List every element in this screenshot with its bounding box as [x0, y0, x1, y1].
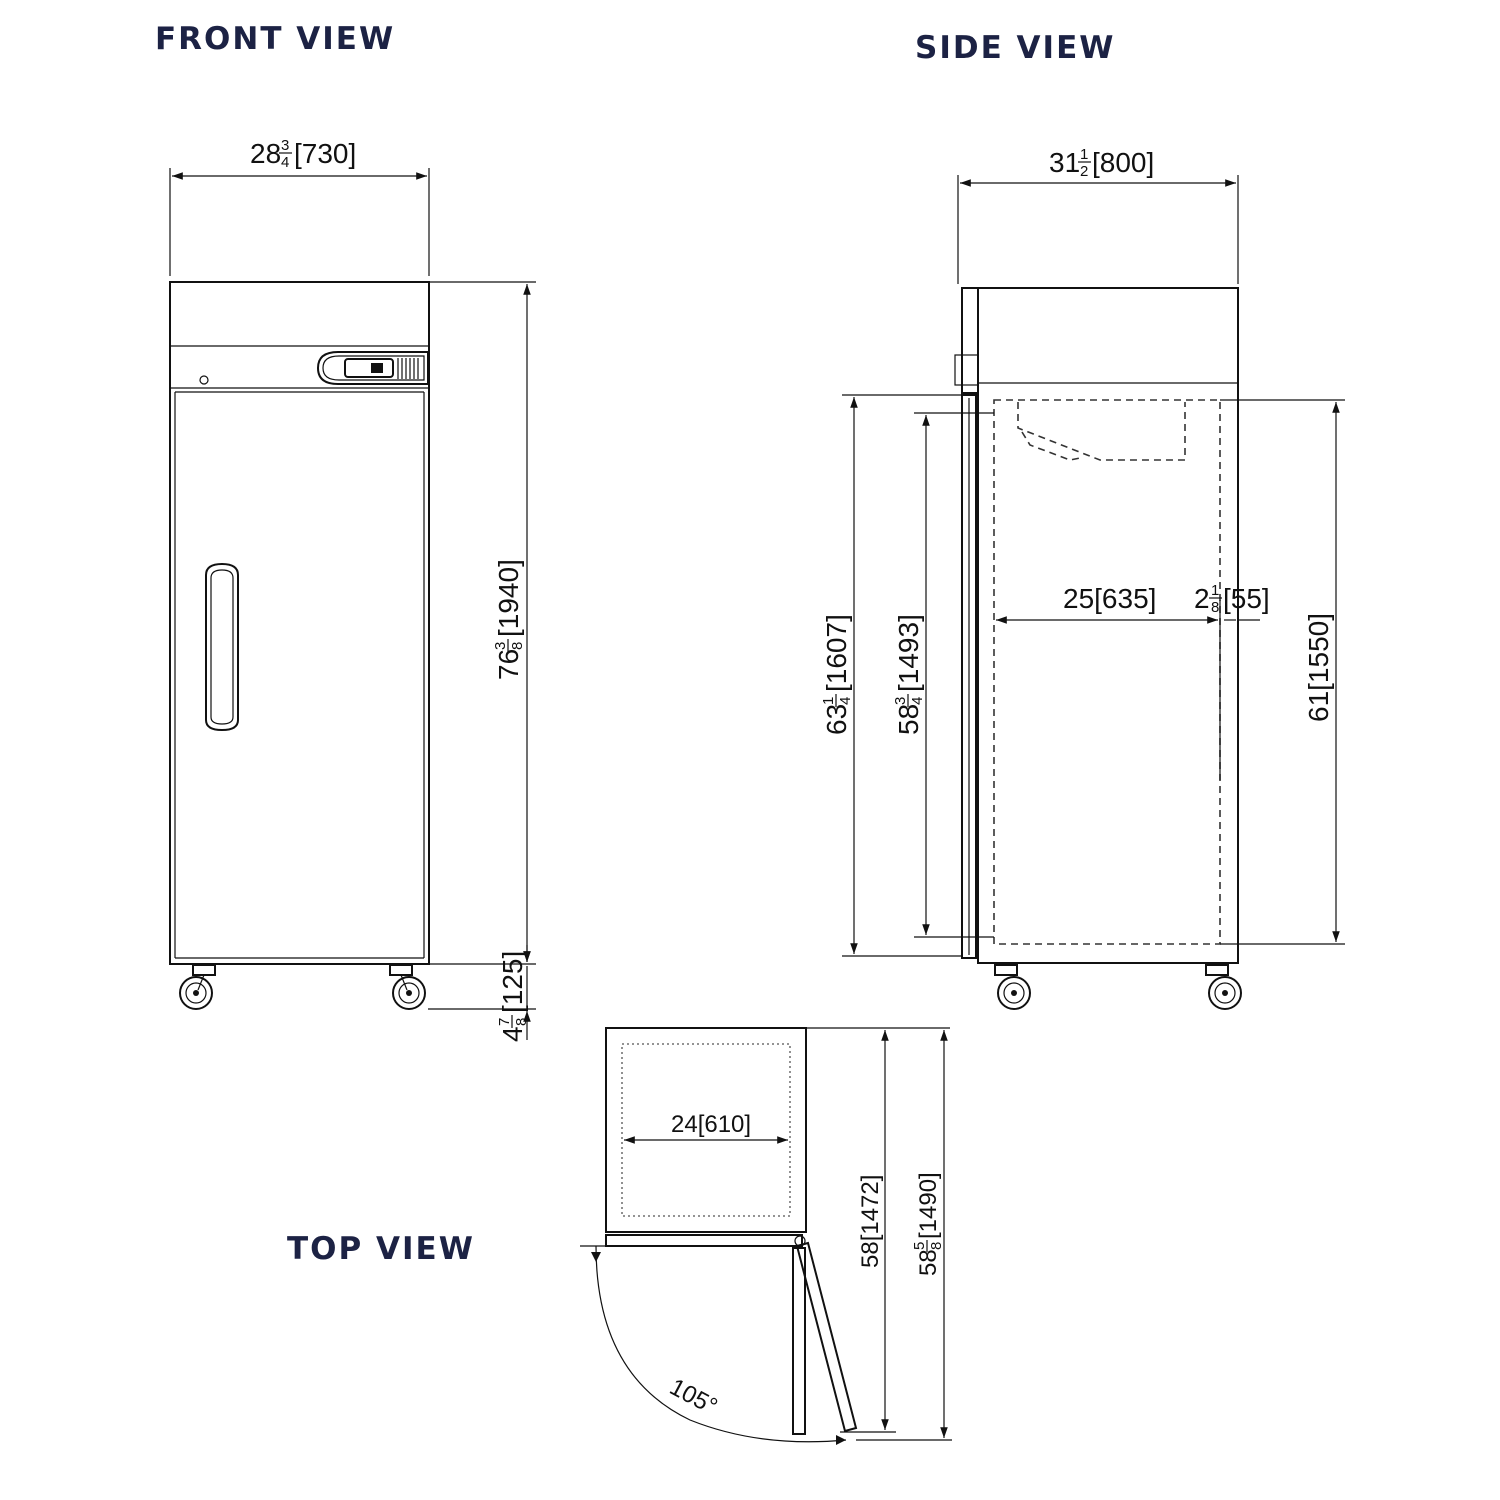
opening-height-label: [892, 614, 926, 735]
svg-text:[1493]: [1493]: [893, 614, 924, 692]
svg-text:7: 7: [496, 1017, 513, 1026]
svg-text:[55]: [55]: [1223, 583, 1270, 614]
side-controller-profile: [962, 288, 978, 393]
svg-text:3: 3: [281, 137, 290, 154]
svg-text:8: 8: [928, 1241, 945, 1250]
svg-text:76: 76: [493, 648, 524, 680]
svg-text:8: 8: [1211, 599, 1220, 616]
controller-screen: [371, 363, 383, 373]
front-caster-left: [180, 965, 215, 1009]
door-swing-arc: [596, 1246, 846, 1442]
side-cabinet-body: [978, 288, 1238, 963]
door-angle-label: 105°: [665, 1373, 722, 1421]
svg-text:1: 1: [1211, 582, 1220, 599]
svg-text:58[1472]: 58[1472]: [857, 1174, 884, 1268]
side-caster-right: [1206, 965, 1241, 1009]
side-controller-knob: [955, 355, 978, 385]
caster-height-label: [496, 951, 530, 1042]
front-caster-right: [390, 965, 425, 1009]
top-interior-width-label: 24[610]: [671, 1111, 752, 1138]
svg-text:[1607]: [1607]: [821, 614, 852, 692]
svg-text:61[1550]: 61[1550]: [1303, 613, 1334, 722]
svg-text:58: 58: [893, 703, 924, 735]
svg-text:2: 2: [1194, 583, 1210, 614]
svg-text:4: 4: [497, 1026, 528, 1042]
front-height-label: [492, 559, 526, 680]
wall-gap-label: [1194, 582, 1270, 616]
svg-text:31: 31: [1049, 147, 1081, 178]
evaporator-outline: [1018, 402, 1185, 460]
side-depth-label: [1049, 146, 1154, 180]
svg-text:3: 3: [892, 696, 909, 705]
svg-text:4: 4: [281, 154, 290, 171]
svg-text:58: 58: [915, 1249, 942, 1276]
side-view-title: SIDE VIEW: [915, 30, 1116, 66]
svg-text:3: 3: [492, 641, 509, 650]
controller-display: [345, 359, 393, 377]
interior-height-label: [1303, 613, 1334, 722]
side-interior-outline: [994, 400, 1220, 944]
svg-text:[1940]: [1940]: [493, 559, 524, 637]
svg-text:4: 4: [837, 696, 854, 705]
top-door-90deg: [793, 1248, 805, 1434]
svg-text:2: 2: [1080, 163, 1089, 180]
svg-text:28: 28: [250, 138, 282, 169]
svg-text:[800]: [800]: [1092, 147, 1155, 178]
svg-text:8: 8: [509, 641, 526, 650]
svg-text:1: 1: [820, 696, 837, 705]
svg-text:4: 4: [909, 696, 926, 705]
front-view: [170, 137, 536, 1042]
front-view-title: FRONT VIEW: [155, 21, 396, 57]
temperature-controller: [318, 352, 428, 384]
door-height-label: [820, 614, 854, 735]
svg-text:8: 8: [513, 1017, 530, 1026]
front-width-label: [250, 137, 356, 171]
top-view: [580, 1028, 952, 1445]
svg-text:[125]: [125]: [497, 950, 528, 1013]
top-depth-open-label: [911, 1172, 945, 1276]
svg-text:5: 5: [911, 1241, 928, 1250]
top-view-title: TOP VIEW: [287, 1231, 475, 1267]
svg-text:[1490]: [1490]: [915, 1172, 942, 1239]
side-caster-left: [995, 965, 1030, 1009]
top-door-closed: [606, 1235, 802, 1246]
svg-text:[730]: [730]: [294, 138, 357, 169]
door-handle: [206, 564, 238, 730]
svg-text:1: 1: [1080, 146, 1089, 163]
svg-text:63: 63: [821, 703, 852, 735]
side-view: [820, 146, 1345, 1009]
interior-depth-label: 25[635]: [1063, 583, 1157, 614]
top-depth-closed-label: [857, 1175, 884, 1268]
lock-icon: [200, 376, 208, 384]
